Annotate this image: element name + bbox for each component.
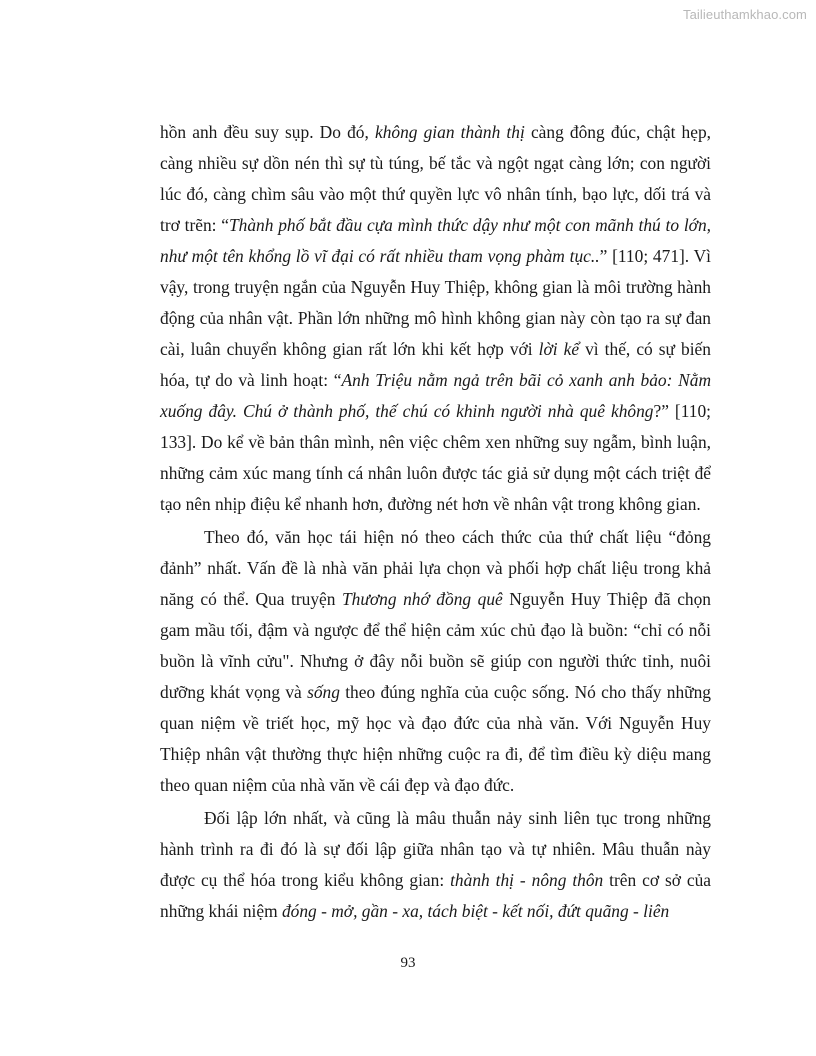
- text-run: Nguyễn Huy Thiệp đã chọn gam mầu tối, đậm và ngược để thể hiện cảm xúc chủ đạo là buồn: “chỉ có nỗi buồn là vĩnh cửu". Nhưng ở đây nỗi buồn sẽ giúp con người thức tỉnh, nuôi dưỡng khát vọng và: [160, 589, 711, 702]
- text-run: vì thế, có sự biến hóa, tự do và linh hoạt: “: [160, 339, 711, 390]
- italic-run: đóng - mở, gần - xa, tách biệt - kết nối, đứt quãng - liên: [281, 901, 670, 921]
- text-run: ?” [110; 133]. Do kể về bản thân mình, nên việc chêm xen những suy ngẫm, bình luận, những cảm xúc mang tính cá nhân luôn được tác giả sử dụng một cách triệt để tạo nên nhịp điệu kể nhanh hơn, đường nét hơn về nhân vật trong không gian.: [160, 401, 711, 514]
- italic-run: thành thị - nông thôn: [450, 870, 604, 890]
- italic-run: Anh Triệu nằm ngả trên bãi cỏ xanh anh bảo: Nằm xuống đây. Chú ở thành phố, thế chú có khinh người nhà quê không: [160, 370, 711, 421]
- document-body: [160, 117, 711, 927]
- paragraph-1: [160, 117, 711, 520]
- text-run: Đối lập lớn nhất, và cũng là mâu thuẫn nảy sinh liên tục trong những hành trình ra đi đó là sự đối lập giữa nhân tạo và tự nhiên. Mâu thuẫn này được cụ thể hóa trong kiểu không gian:: [160, 808, 711, 890]
- paragraph-3: [160, 803, 711, 927]
- text-run: ” [110; 471]. Vì vậy, trong truyện ngắn của Nguyễn Huy Thiệp, không gian là môi trường hành động của nhân vật. Phần lớn những mô hình không gian này còn tạo ra sự đan cài, luân chuyển không gian rất lớn khi kết hợp với: [160, 246, 711, 359]
- watermark: Tailieuthamkhao.com: [682, 7, 807, 22]
- italic-run: lời kể: [538, 339, 580, 359]
- italic-run: sống: [307, 682, 340, 702]
- text-run: theo đúng nghĩa của cuộc sống. Nó cho thấy những quan niệm về triết học, mỹ học và đạo đức của nhà văn. Với Nguyễn Huy Thiệp nhân vật thường thực hiện những cuộc ra đi, để tìm điều kỳ diệu mang theo quan niệm của nhà văn về cái đẹp và đạo đức.: [160, 682, 711, 795]
- text-run: trên cơ sở của những khái niệm: [160, 870, 711, 921]
- italic-run: không gian thành thị: [374, 122, 525, 142]
- text-run: càng đông đúc, chật hẹp, càng nhiều sự dồn nén thì sự tù túng, bế tắc và ngột ngạt càng lớn; con người lúc đó, càng chìm sâu vào một thứ quyền lực vô nhân tính, bạo lực, dối trá và trơ trẽn: “: [160, 122, 711, 235]
- italic-run: Thương nhớ đồng quê: [342, 589, 503, 609]
- page-number: 93: [400, 955, 416, 971]
- italic-run: Thành phố bắt đầu cựa mình thức dậy như một con mãnh thú to lớn, như một tên khổng lồ vĩ đại có rất nhiều tham vọng phàm tục..: [160, 215, 711, 266]
- text-run: Theo đó, văn học tái hiện nó theo cách thức của thứ chất liệu “đỏng đảnh” nhất. Vấn đề là nhà văn phải lựa chọn và phối hợp chất liệu trong khả năng có thể. Qua truyện: [160, 527, 711, 609]
- paragraph-2: [160, 522, 711, 801]
- text-run: hồn anh đều suy sụp. Do đó,: [160, 122, 375, 142]
